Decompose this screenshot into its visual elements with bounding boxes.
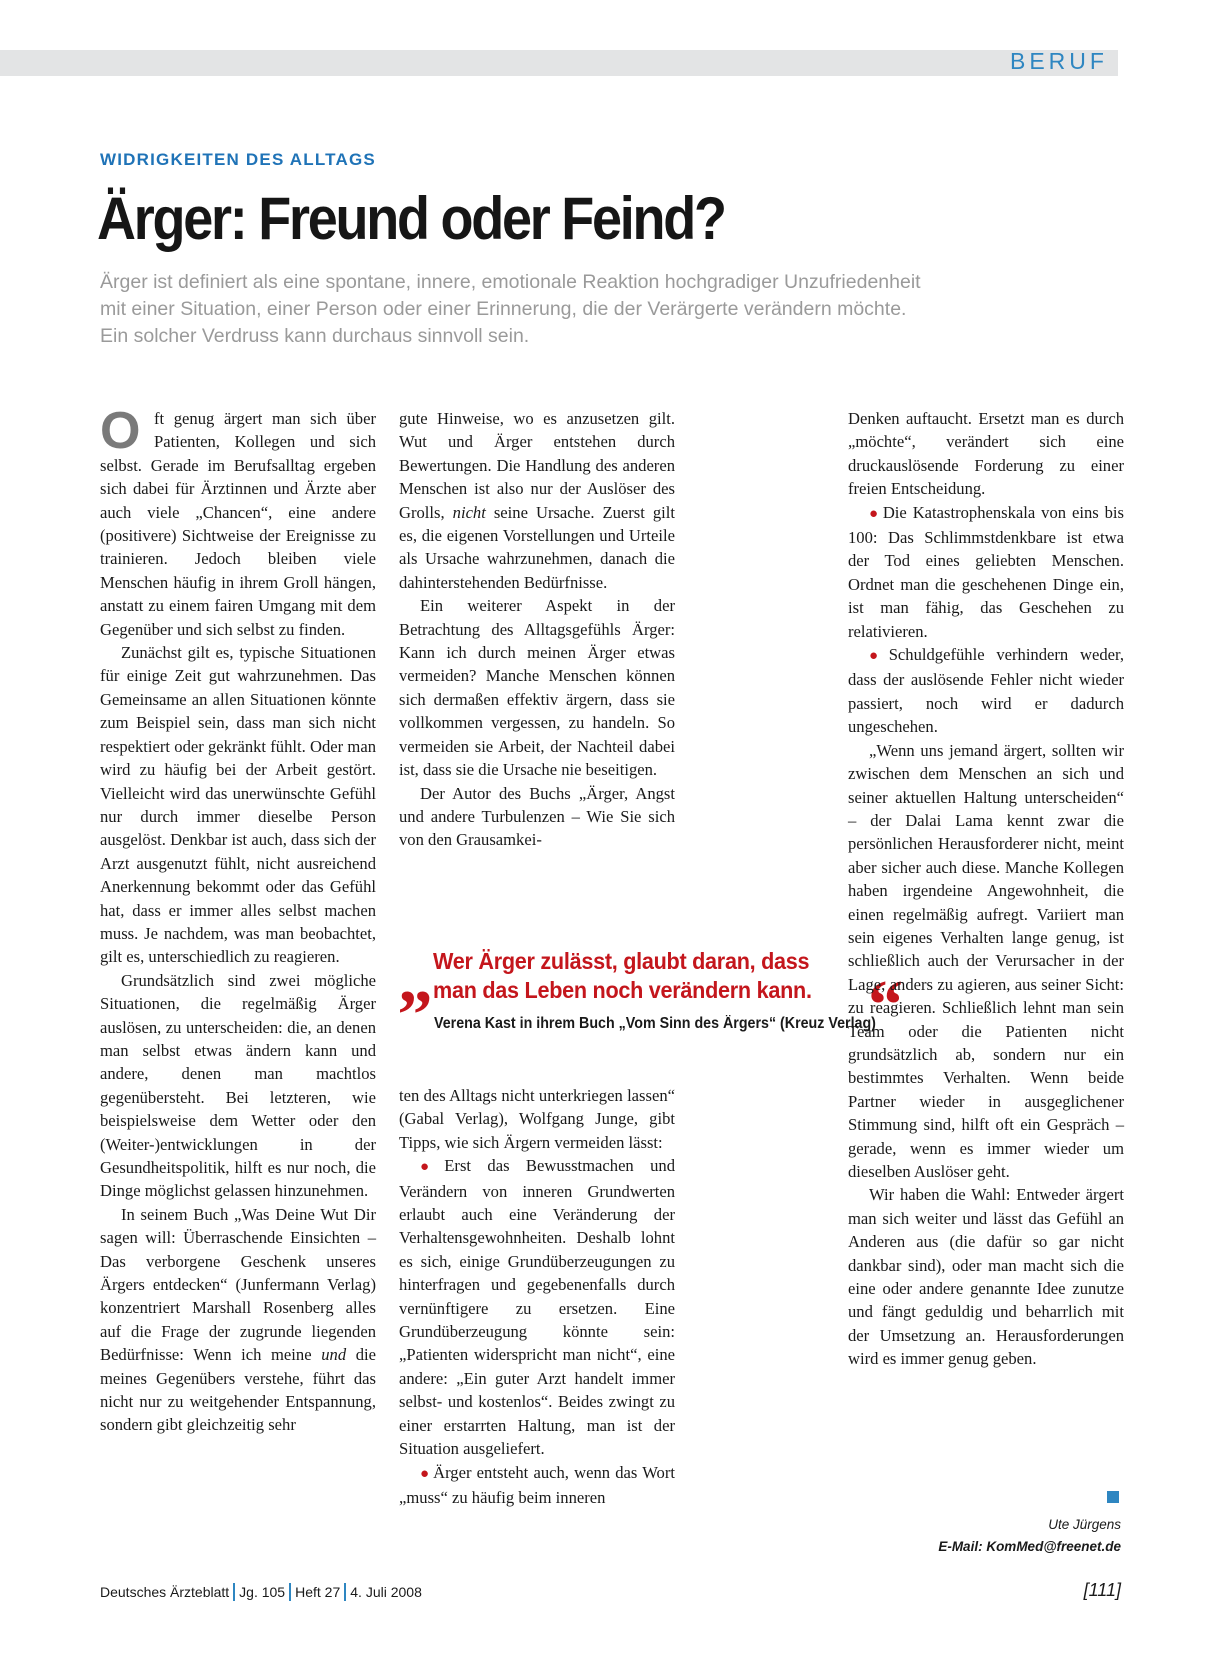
article-title: Ärger: Freund oder Feind?: [97, 185, 725, 252]
paragraph: ten des Alltags nicht unterkriegen lassen“ (Gabal Verlag), Wolfgang Junge, gibt Tipps, wie sich Ärgern vermeiden lässt:: [399, 1086, 675, 1152]
issue-date: 4. Juli 2008: [350, 1584, 422, 1600]
header-bar: [0, 50, 1118, 76]
bullet-icon: ●: [420, 1159, 442, 1176]
paragraph-text: Ärger entsteht auch, wenn das Wort „muss“ zu häufig beim inneren: [399, 1462, 675, 1507]
paragraph-text: gute Hinweise, wo es anzusetzen gilt. Wut und Ärger entstehen durch Bewertungen. Die Handlung des anderen Menschen ist also nur der Auslöser des Grolls,: [399, 409, 675, 522]
issue: Heft 27: [295, 1584, 341, 1600]
author-block: [938, 1514, 1121, 1558]
page-number: [111]: [1083, 1580, 1121, 1600]
bullet-paragraph: [399, 1154, 675, 1460]
paragraph-text: die meines Gegenübers verstehe, führt das nicht nur zu weitgehender Entspannung, sondern gibt gleichzeitig sehr: [100, 1345, 377, 1435]
bullet-icon: ●: [420, 1465, 431, 1482]
paragraph-text: Erst das Bewusstmachen und Verändern von inneren Grundwerten erlaubt auch eine Veränderung der Verhaltensgewohnheiten. Deshalb lohnt es sich, einige Grundüberzeugungen zu hinterfragen und gegebenenfalls durch vernünftigere zu ersetzen. Eine Grundüberzeugung könnte sein: „Patienten widerspricht man nicht“, eine andere: „Ein guter Arzt handelt immer selbst- und kostenlos“. Beides zwingt zu einer erstarrten Haltung, man ist der Situation ausgeliefert.: [399, 1156, 675, 1459]
paragraph-text: Schuldgefühle verhindern weder, dass der auslösende Fehler nicht wieder passiert, noch wird er dadurch ungeschehen.: [848, 645, 1125, 737]
pull-quote-line: Wer Ärger zulässt, glaubt daran, dass: [433, 948, 810, 974]
column-3: [848, 407, 1124, 1371]
emphasis: und: [321, 1345, 347, 1365]
article-kicker: WIDRIGKEITEN DES ALLTAGS: [100, 150, 376, 169]
section-label: BERUF: [1010, 48, 1108, 74]
paragraph-text: In seinem Buch „Was Deine Wut Dir sagen will: Überraschende Einsichten – Das verborgene Geschenk unseres Ärgers entdecken“ (Junfermann Verlag) konzentriert Marshall Rosenberg alles auf die Frage der zugrunde liegenden Bedürfnisse: Wenn ich meine: [100, 1204, 376, 1365]
paragraph: „Wenn uns jemand ärgert, sollten wir zwischen dem Menschen an sich und seiner aktuellen Haltung unterscheiden“ – der Dalai Lama kennt zwar die persönlichen Herausforderer nicht, meint aber sicher auch diese. Manche Kollegen haben irgendeine Angewohnheit, die einen regelmäßig aufregt. Variiert man sein eigenes Verhalten lange genug, ist schließlich auch der Verursacher in der Lage, anders zu agieren, aus seiner Sicht: zu reagieren. Schließlich lehnt man sein Team oder die Patienten nicht grundsätzlich ab, sondern nur ein bestimmtes Verhalten. Wenn beide Partner wieder in ausgeglichener Stimmung sind, hilft oft ein Gespräch – gerade, wenn es immer wieder um dieselben Auslöser geht.: [848, 740, 1124, 1181]
pull-quote-text: [433, 947, 879, 1005]
paragraph-text: Die Katastrophenskala von eins bis 100: Das Schlimmstdenkbare ist etwa der Tod eines geliebten Menschen. Ordnet man die geschehenen Dinge ein, ist man fähig, das Geschehen zu relativieren.: [848, 502, 1124, 641]
open-quote-mark: „: [398, 941, 433, 1018]
end-mark-icon: [1107, 1491, 1119, 1503]
paragraph: [399, 407, 675, 594]
paragraph: Denken auftaucht. Ersetzt man es durch „möchte“, verändert sich eine druckauslösende Forderung zu einer freien Entscheidung.: [848, 409, 1124, 499]
column-2-lower: [399, 1084, 675, 1509]
paragraph: Wir haben die Wahl: Entweder ärgert man sich weiter und lässt das Gefühl an Anderen aus (die dafür so gar nicht dankbar sind), oder man macht sich die eine oder andere genannte Idee zunutze und fängt geduldig und beharrlich mit der Umsetzung an. Herausforderungen wird es immer genug geben.: [848, 1185, 1124, 1369]
paragraph: Zunächst gilt es, typische Situationen für einige Zeit gut wahrzunehmen. Das Gemeinsame an allen Situationen könnte zum Beispiel sein, dass man sich nicht respektiert oder gekränkt fühlt. Oder man wird zu häufig bei der Arbeit gestört. Vielleicht wird das unerwünschte Gefühl nur durch immer dieselbe Person ausgelöst. Denkbar ist auch, dass sich der Arzt ausgenutzt fühlt, nicht ausreichend Anerkennung bekommt oder das Gefühl hat, dass er immer alles selbst machen muss. Je nachdem, was man beobachtet, gilt es, unterschiedlich zu reagieren.: [100, 643, 376, 967]
bullet-paragraph: [848, 643, 1124, 739]
divider: [233, 1583, 235, 1601]
emphasis: nicht: [452, 502, 486, 522]
pull-quote-source: Verena Kast in ihrem Buch „Vom Sinn des Ärgers“ (Kreuz Verlag): [434, 1015, 876, 1032]
paragraph: Grundsätzlich sind zwei mögliche Situationen, die regelmäßig Ärger auslösen, zu unterscheiden: die, an denen man selbst etwas ändern kann und andere, denen man machtlos gegenübersteht. Bei letzteren, wie beispielsweise dem Wetter oder den (Weiter-)entwicklungen in der Gesundheitspolitik, hilft es nur noch, die Dinge möglichst gelassen hinzunehmen.: [100, 970, 376, 1201]
article-lead: Ärger ist definiert als eine spontane, innere, emotionale Reaktion hochgradiger Unzufriedenheit mit einer Situation, einer Person oder einer Erinnerung, die der Verärgerte verändern möchte. Ein solcher Verdruss kann durchaus sinnvoll sein.: [100, 271, 921, 347]
bullet-icon: ●: [869, 648, 886, 665]
paragraph: [100, 402, 376, 641]
divider: [344, 1583, 346, 1601]
bullet-paragraph: [399, 1461, 675, 1510]
paragraph-text: seine Ursache. Zuerst gilt es, die eigenen Vorstellungen und Urteile als Ursache wahrzunehmen, danach die dahinterstehenden Bedürfnisse.: [399, 502, 676, 592]
paragraph: Ein weiterer Aspekt in der Betrachtung des Alltagsgefühls Ärger: Kann ich durch meinen Ärger etwas vermeiden? Manche Menschen können sich dermaßen effektiv ärgern, dass sie vollkommen vergessen, zu handeln. So vermeiden sie Arbeit, der Nachteil dabei ist, dass sie die Ursache nie beseitigen.: [399, 596, 675, 780]
drop-cap: O: [100, 402, 141, 460]
volume: Jg. 105: [239, 1584, 286, 1600]
column-2-upper: [399, 407, 675, 852]
bullet-paragraph: [848, 501, 1124, 643]
bullet-icon: ●: [869, 505, 880, 522]
column-1: [100, 402, 377, 1437]
close-quote-mark: “: [868, 967, 903, 1044]
divider: [289, 1583, 291, 1601]
paragraph: [100, 1203, 376, 1437]
journal-name: Deutsches Ärzteblatt: [100, 1584, 230, 1600]
pull-quote-line: man das Leben noch verändern kann.: [433, 977, 812, 1003]
author-name: Ute Jürgens: [1048, 1517, 1121, 1532]
paragraph-text: ft genug ärgert man sich über Patienten, Kollegen und sich selbst. Gerade im Berufsalltag ergeben sich dabei für Ärztinnen und Ärzte aber auch viele „Chancen“, eine andere (positivere) Sichtweise der Ereignisse zu trainieren. Jedoch bleiben viele Menschen häufig in ihrem Groll hängen, anstatt zu einem fairen Umgang mit dem Gegenüber und sich selbst zu finden.: [100, 409, 376, 639]
pull-quote: [398, 941, 918, 1044]
author-email: E-Mail: KomMed@freenet.de: [938, 1539, 1121, 1554]
footer-citation: [100, 1583, 422, 1601]
paragraph: Der Autor des Buchs „Ärger, Angst und andere Turbulenzen – Wie Sie sich von den Grausamkei-: [399, 783, 675, 850]
